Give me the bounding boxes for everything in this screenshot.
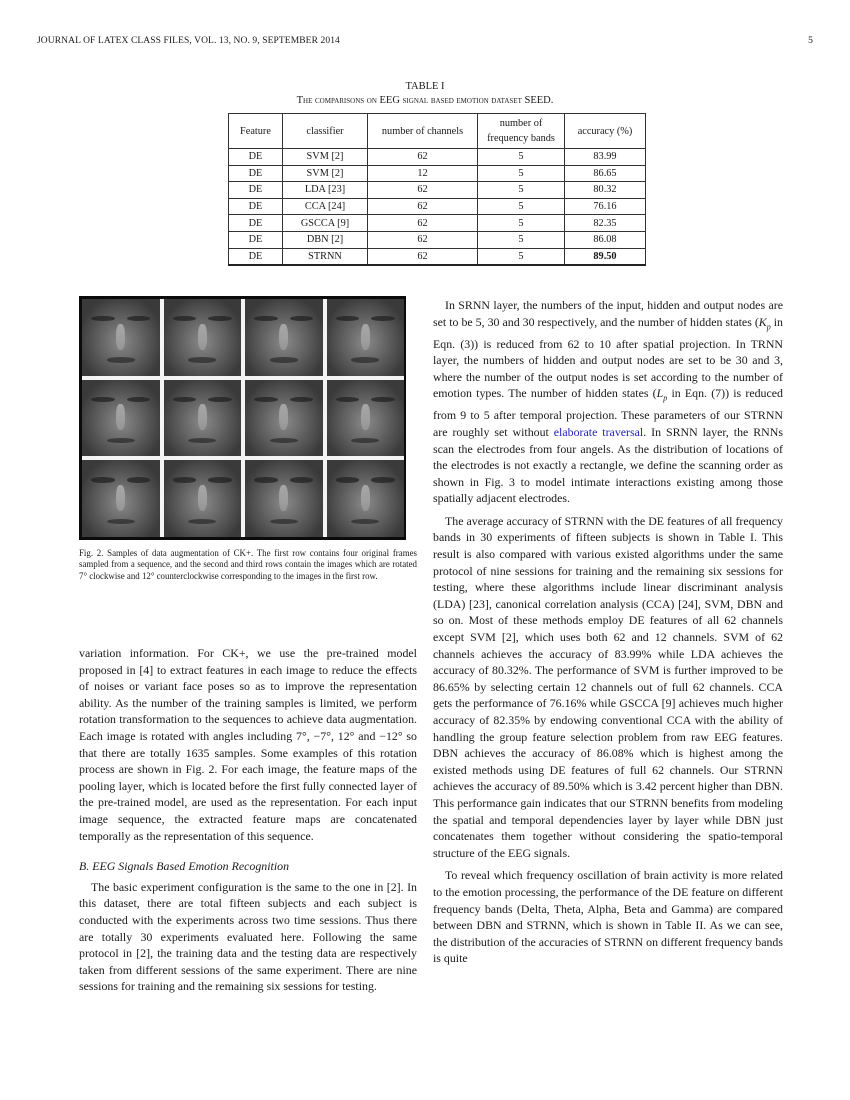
math-kp: $K_p$ xyxy=(758,314,771,331)
cell-feature: DE xyxy=(229,182,283,199)
cell-channels: 62 xyxy=(368,198,478,215)
cell-feature: DE xyxy=(229,149,283,166)
comparison-table xyxy=(228,113,646,266)
table-header-row xyxy=(229,114,646,149)
cell-classifier: SVM [2] xyxy=(283,149,368,166)
paragraph: variation information. For CK+, we use the pre-trained model proposed in [4] to extract features in each image to reduce the effects of noises or variant face poses so as to improve the representation ability. As the number of the training samples is limited, we perform rotation transformation to the sequences to achieve data augmentation. Each image is rotated with angles including 7°, −7°, 12° and −12° so that there are totally 1635 samples. Some examples of this rotation process are shown in Fig. 2. For each image, the feature maps of the pooling layer, which is located before the first fully connected layer of the pre-trained model, are used as the representation. For each input image sequence, the extracted feature maps are concatenated temporally as the representation of this sequence. xyxy=(79,646,417,843)
cell-classifier: STRNN xyxy=(283,248,368,265)
cell-accuracy: 82.35 xyxy=(565,215,646,232)
cell-channels: 62 xyxy=(368,231,478,248)
journal-title: JOURNAL OF LATEX CLASS FILES, VOL. 13, NO. 9, SEPTEMBER 2014 xyxy=(37,36,340,46)
cell-accuracy: 80.32 xyxy=(565,182,646,199)
cell-accuracy: 86.65 xyxy=(565,165,646,182)
face-image xyxy=(164,299,242,376)
cell-accuracy-best: 89.50 xyxy=(565,248,646,265)
cell-classifier: SVM [2] xyxy=(283,165,368,182)
cell-classifier: LDA [23] xyxy=(283,182,368,199)
face-image-rotated-cw xyxy=(164,380,242,457)
page-number: 5 xyxy=(808,36,813,46)
cell-bands: 5 xyxy=(478,182,565,199)
face-image-rotated-ccw xyxy=(327,460,405,537)
table-row xyxy=(229,165,646,182)
face-image-rotated-ccw xyxy=(82,460,160,537)
paragraph: The basic experiment configuration is the same to the one in [2]. In this dataset, there are total fifteen subjects and each subject is conducted with the experiments across two time sessions. Thus there are totally 30 experiments evaluated here. Following the same protocol in [2], the training data and the testing data are respectively taken from different sessions of the same experiment. There are nine sessions for training and the remaining six sessions for testing. xyxy=(79,879,417,994)
table-title: The comparisons on EEG signal based emotion dataset SEED. xyxy=(296,95,554,106)
table-label: TABLE I xyxy=(405,81,445,92)
face-image-rotated-cw xyxy=(327,380,405,457)
table-row xyxy=(229,198,646,215)
page-header xyxy=(37,36,813,50)
cell-channels: 62 xyxy=(368,182,478,199)
face-image xyxy=(327,299,405,376)
paragraph-accuracy-comparison: The average accuracy of STRNN with the DE features of all frequency bands in 30 experiments of fifteen subjects is shown in Table I. This result is also compared with various existed algorithms under the same protocol of nine sessions for training and the remaining six sessions for testing, where these algorithms include linear discriminant analysis (LDA) [23], canonical correlation analysis (CCA) [24], SVM, DBN and so on. Most of these methods employ DE features of all 62 channels except SVM [2], which uses both 62 and 12 channels. SVM of 62 channels achieves the accuracy of 83.99% while LDA achieves the accuracy of 80.32%. The performance of SVM is further improved to be 86.65% by selecting certain 12 channels out of full 62 channels. CCA gets the performance of 76.16% while GSCCA [9] achieves much higher accuracy of 82.35% by endowing conventional CCA with the ability of handling the group feature selection problem from raw EEG features. DBN achieves the accuracy of 86.08% which is highest among the existed methods using DE features of full 62 channels. Our STRNN achieves the accuracy of 89.50% which is 3.42 percent higher than DBN. This performance gain indicates that our STRNN benefits from modeling the spatial and temporal dependencies layer by layer while DBN just concatenates them together without considering the spatio-temporal structure of the EEG signals. xyxy=(433,513,783,860)
cell-accuracy: 76.16 xyxy=(565,198,646,215)
cell-accuracy: 83.99 xyxy=(565,149,646,166)
table-row xyxy=(229,149,646,166)
cell-bands: 5 xyxy=(478,215,565,232)
column-header: number of channels xyxy=(368,114,478,149)
cell-bands: 5 xyxy=(478,165,565,182)
column-header: accuracy (%) xyxy=(565,114,646,149)
table-row-best xyxy=(229,248,646,265)
column-header: Feature xyxy=(229,114,283,149)
cell-classifier: GSCCA [9] xyxy=(283,215,368,232)
cell-feature: DE xyxy=(229,231,283,248)
cell-feature: DE xyxy=(229,215,283,232)
table-row xyxy=(229,182,646,199)
elaborate-traversal-link[interactable]: elaborate traversal xyxy=(553,424,644,439)
cell-classifier: DBN [2] xyxy=(283,231,368,248)
cell-classifier: CCA [24] xyxy=(283,198,368,215)
column-header: classifier xyxy=(283,114,368,149)
cell-accuracy: 86.08 xyxy=(565,231,646,248)
table-row xyxy=(229,231,646,248)
cell-channels: 62 xyxy=(368,149,478,166)
cell-bands: 5 xyxy=(478,248,565,265)
figure-caption: Fig. 2. Samples of data augmentation of CK+. The first row contains four original frames sampled from a sequence, and the second and third rows contain the images which are rotated 7° clockwise and 12° counterclockwise corresponding to the images in the first row. xyxy=(79,548,417,581)
left-column-body xyxy=(79,645,417,995)
cell-channels: 12 xyxy=(368,165,478,182)
cell-channels: 62 xyxy=(368,248,478,265)
table-caption xyxy=(0,80,850,108)
face-grid xyxy=(82,299,404,537)
right-column-body xyxy=(433,297,783,967)
cell-bands: 5 xyxy=(478,149,565,166)
face-image-rotated-cw xyxy=(245,380,323,457)
cell-feature: DE xyxy=(229,198,283,215)
cell-channels: 62 xyxy=(368,215,478,232)
face-image-rotated-ccw xyxy=(164,460,242,537)
column-header: number of frequency bands xyxy=(478,114,565,149)
paragraph-frequency-bands: To reveal which frequency oscillation of brain activity is more related to the emotion processing, the performance of the DE feature on different frequency bands (Delta, Theta, Alpha, Beta and Gamma) are compared between DBN and STRNN, which is shown in Table II. As we can see, the distribution of the accuracies of STRNN on different frequency bands is quite xyxy=(433,868,783,966)
cell-bands: 5 xyxy=(478,198,565,215)
paragraph-srnn-setup: In SRNN layer, the numbers of the input, hidden and output nodes are set to be 5, 30 and 30 respectively, and the number of hidden states ($K_p$ in Eqn. (3)) is reduced from 62 to 10 after spatial projection. In TRNN layer, the numbers of hidden and output nodes are set to be 30 and 3, where the number of the output nodes is set according to the number of emotion types. The number of hidden states ($L_p$ in Eqn. (7)) is reduced from 9 to 5 after temporal projection. These parameters of our STRNN are roughly set without elaborate traversal. In SRNN layer, the RNNs scan the electrodes from four angels. As the distribution of locations of the electrodes is not exactly a rectangle, we define the scanning order as shown in Fig. 3 to model intimate interactions existing among those spatially adjacent electrodes. xyxy=(433,298,783,506)
face-augmentation-figure xyxy=(79,296,406,540)
cell-feature: DE xyxy=(229,248,283,265)
math-lp: $L_p$ xyxy=(656,386,668,403)
cell-feature: DE xyxy=(229,165,283,182)
face-image xyxy=(245,299,323,376)
face-image-rotated-cw xyxy=(82,380,160,457)
section-heading: B. EEG Signals Based Emotion Recognition xyxy=(79,859,290,874)
face-image-rotated-ccw xyxy=(245,460,323,537)
cell-bands: 5 xyxy=(478,231,565,248)
face-image xyxy=(82,299,160,376)
table-row xyxy=(229,215,646,232)
